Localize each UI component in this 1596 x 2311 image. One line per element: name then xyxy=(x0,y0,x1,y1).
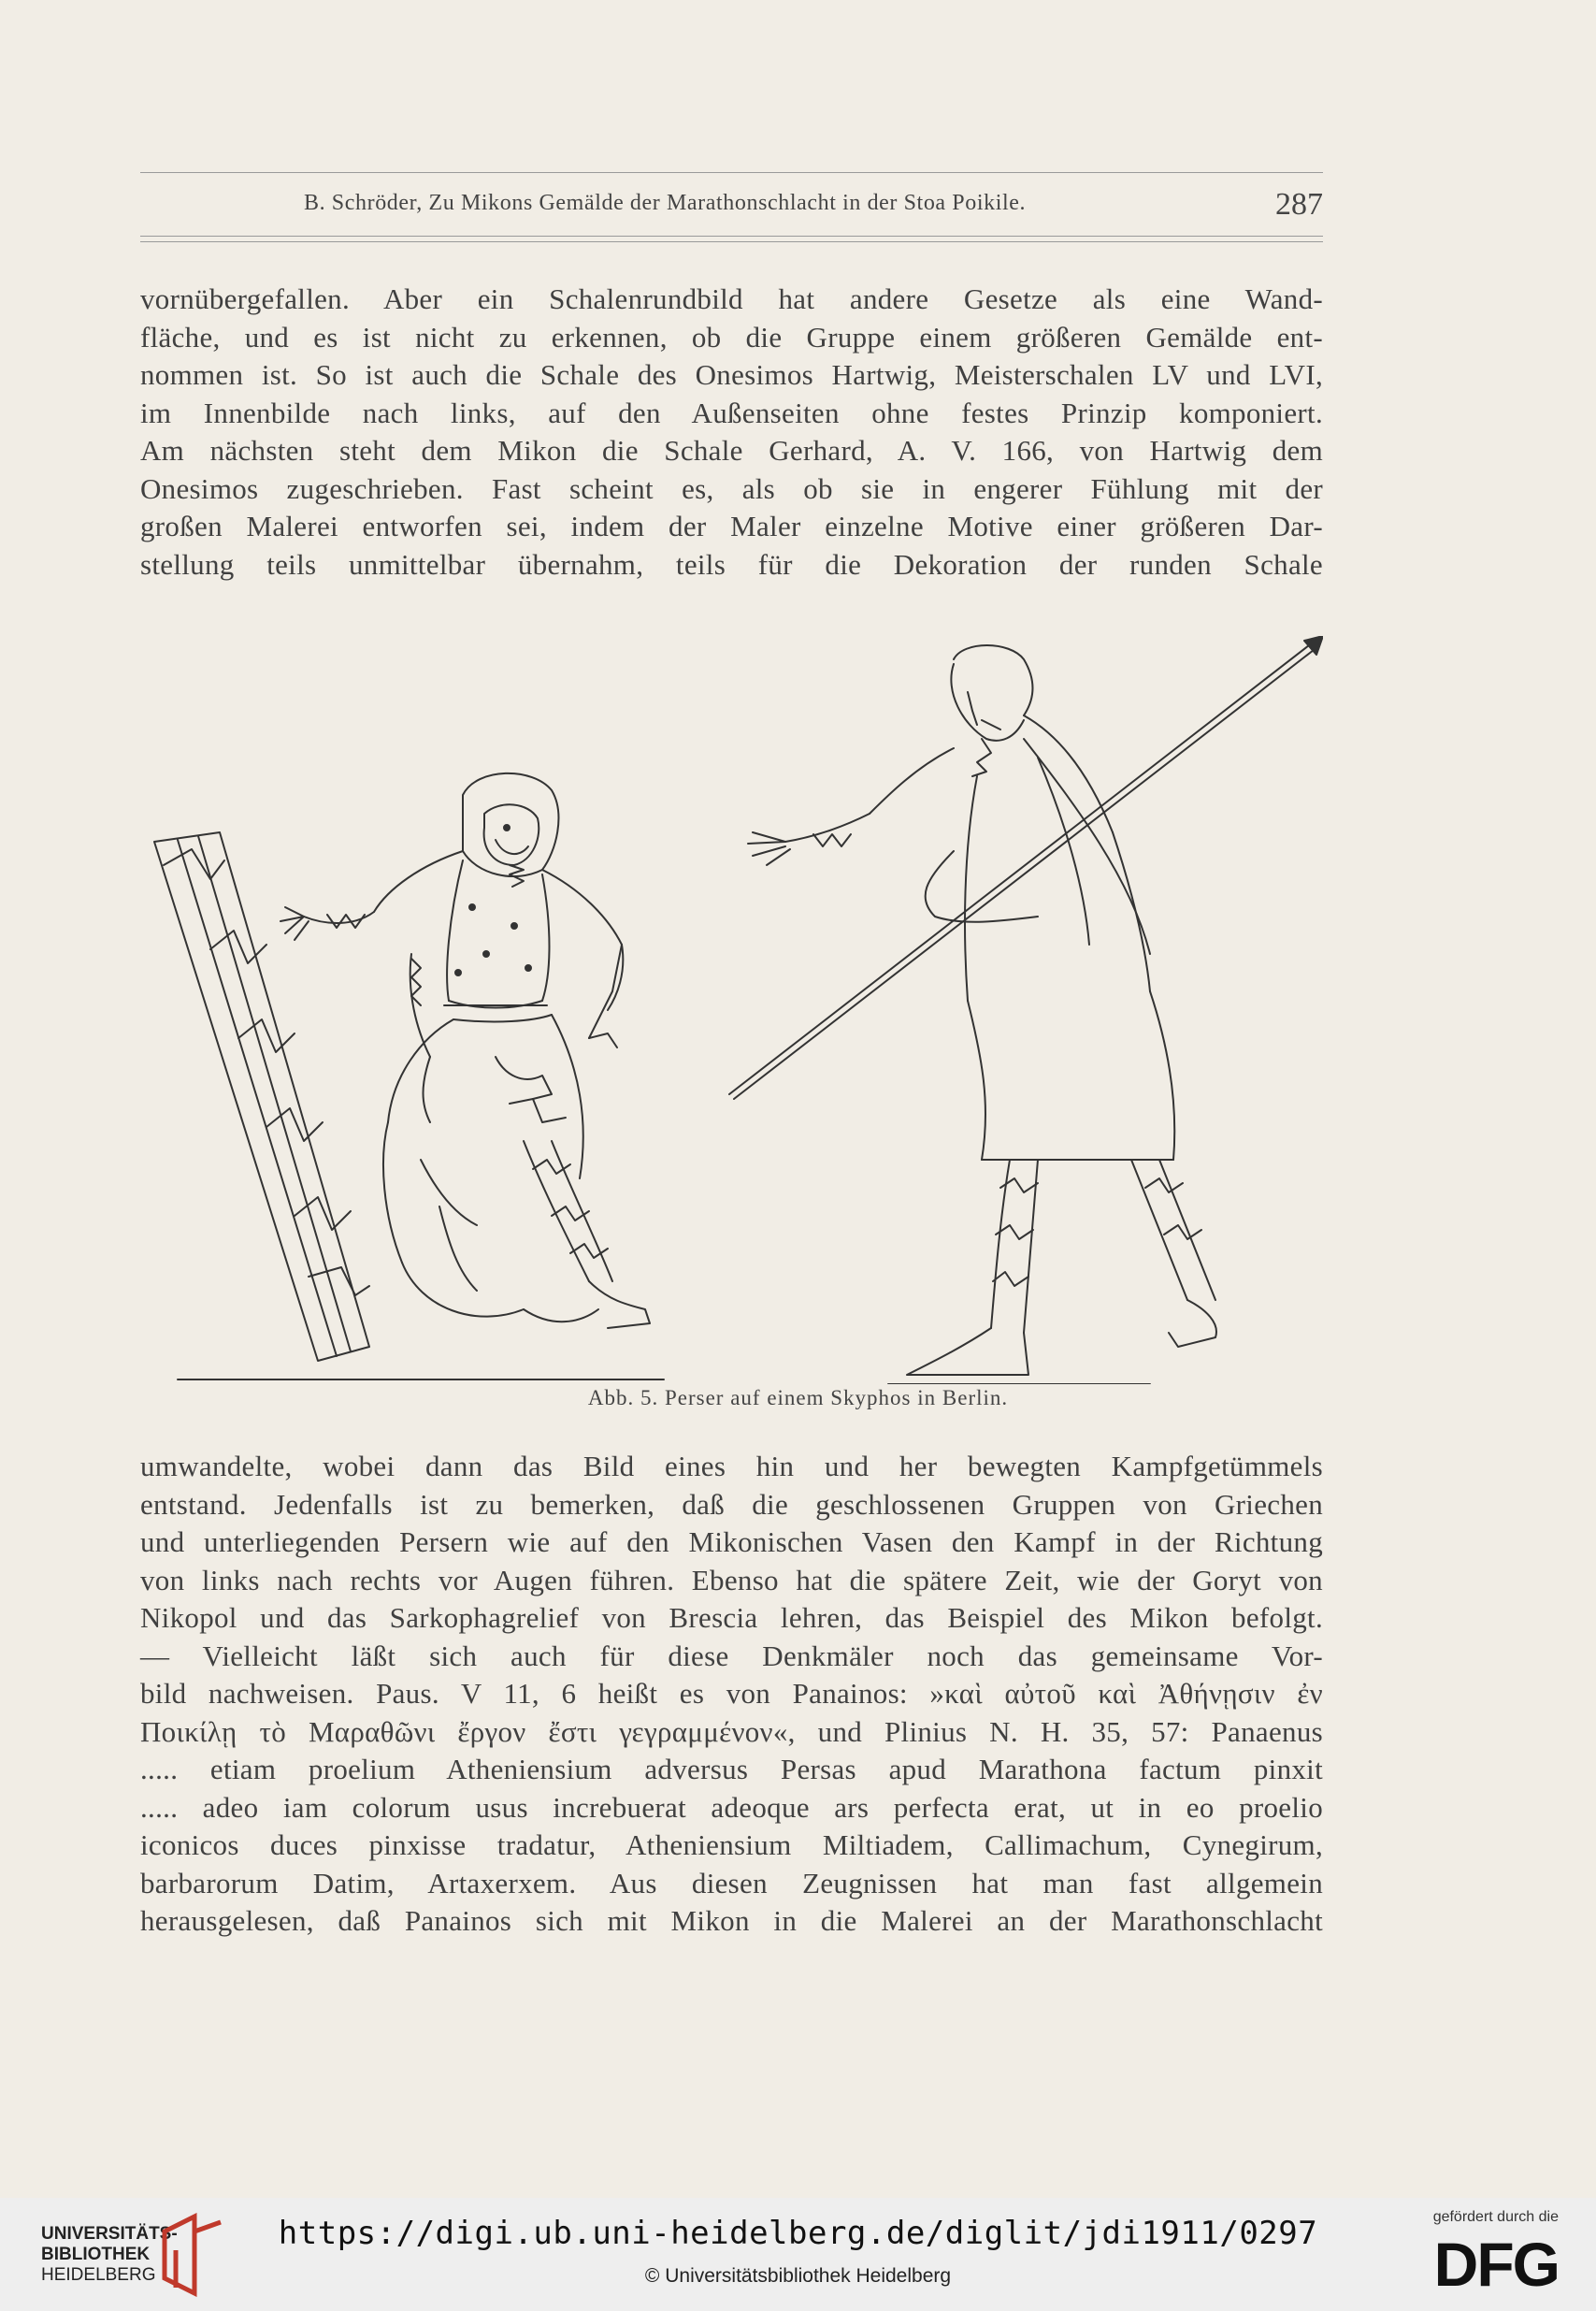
text-line: Onesimos zugeschrieben. Fast scheint es, als ob sie in engerer Fühlung mit der xyxy=(140,471,1323,505)
text-line: stellung teils unmittelbar übernahm, teils für die Dekoration der runden Schale xyxy=(140,547,1323,581)
library-line-2: BIBLIOTHEK xyxy=(41,2245,151,2264)
text-line: und unterliegenden Persern wie auf den Mikonischen Vasen den Kampf in der Richtung xyxy=(140,1525,1323,1558)
library-line-1: UNIVERSITÄTS- xyxy=(41,2224,178,2244)
text-line: bild nachweisen. Paus. V 11, 6 heißt es von Panainos: »καὶ αὐτοῦ καὶ Ἀθήνῃσιν ἐν xyxy=(140,1677,1323,1710)
text-line: ..... adeo iam colorum usus increbuerat adeoque ars perfecta erat, ut in eo proelio xyxy=(140,1790,1323,1824)
shield-drawing xyxy=(154,832,369,1361)
text-line: nommen ist. So ist auch die Schale des Onesimos Hartwig, Meisterschalen LV und LVI, xyxy=(140,358,1323,391)
text-line: ..... etiam proelium Atheniensium adversus Persas apud Marathona factum pinxit xyxy=(140,1753,1323,1785)
text-line: fläche, und es ist nicht zu erkennen, ob die Gruppe einem größeren Gemälde ent- xyxy=(140,320,1323,354)
text-line: von links nach rechts vor Augen führen. Ebenso hat die spätere Zeit, wie der Goryt von xyxy=(140,1563,1323,1596)
text-line: — Vielleicht läßt sich auch für diese Denkmäler noch das gemeinsame Vor- xyxy=(140,1639,1323,1672)
funding-note: gefördert durch die xyxy=(1432,2209,1559,2225)
running-title: B. Schröder, Zu Mikons Gemälde der Marathonschlacht in der Stoa Poikile. xyxy=(304,191,1027,215)
paragraph-bottom xyxy=(140,1448,1323,1941)
text-line: umwandelte, wobei dann das Bild eines hin und her bewegten Kampfgetümmels xyxy=(140,1450,1323,1482)
viewer-footer xyxy=(0,2198,1596,2311)
running-header xyxy=(140,185,1323,232)
permalink-url[interactable]: https://digi.ub.uni-heidelberg.de/diglit/jdi1911/0297 xyxy=(278,2215,1318,2252)
text-line: iconicos duces pinxisse tradatur, Atheniensium Miltiadem, Callimachum, Cynegirum, xyxy=(140,1828,1323,1861)
page-number: 287 xyxy=(1275,187,1323,222)
text-line: im Innenbilde nach links, auf den Außenseiten ohne festes Prinzip komponiert. xyxy=(140,396,1323,429)
text-line: Ποικίλῃ τὸ Μαραθῶνι ἔργον ἔστι γεγραμμένον«, und Plinius N. H. 35, 57: Panaenus xyxy=(140,1714,1323,1748)
paragraph-top xyxy=(140,281,1323,584)
dfg-logo: DFG xyxy=(1433,2230,1559,2299)
text-line: entstand. Jedenfalls ist zu bemerken, daß die geschlossenen Gruppen von Griechen xyxy=(140,1487,1323,1521)
figure-persians-skyphos xyxy=(140,636,1323,1384)
text-line: herausgelesen, daß Panainos sich mit Mikon in die Malerei an der Marathonschlacht xyxy=(140,1904,1323,1937)
text-line: großen Malerei entworfen sei, indem der Maler einzelne Motive einer größeren Dar- xyxy=(140,510,1323,542)
library-line-3: HEIDELBERG xyxy=(41,2265,156,2285)
walking-persian-drawing xyxy=(729,636,1323,1384)
header-bottom-rule-2 xyxy=(140,241,1323,242)
header-bottom-rule-1 xyxy=(140,236,1323,237)
text-line: barbarorum Datim, Artaxerxem. Aus diesen Zeugnissen hat man fast allgemein xyxy=(140,1866,1323,1899)
header-top-rule xyxy=(140,172,1323,173)
figure-caption: Abb. 5. Perser auf einem Skyphos in Berlin. xyxy=(587,1386,1009,1409)
copyright-notice: © Universitätsbibliothek Heidelberg xyxy=(644,2265,952,2287)
text-line: Nikopol und das Sarkophagrelief von Brescia lehren, das Beispiel des Mikon befolgt. xyxy=(140,1601,1323,1634)
text-line: vornübergefallen. Aber ein Schalenrundbild hat andere Gesetze als eine Wand- xyxy=(140,282,1323,315)
text-line: Am nächsten steht dem Mikon die Schale Gerhard, A. V. 166, von Hartwig dem xyxy=(140,434,1323,467)
